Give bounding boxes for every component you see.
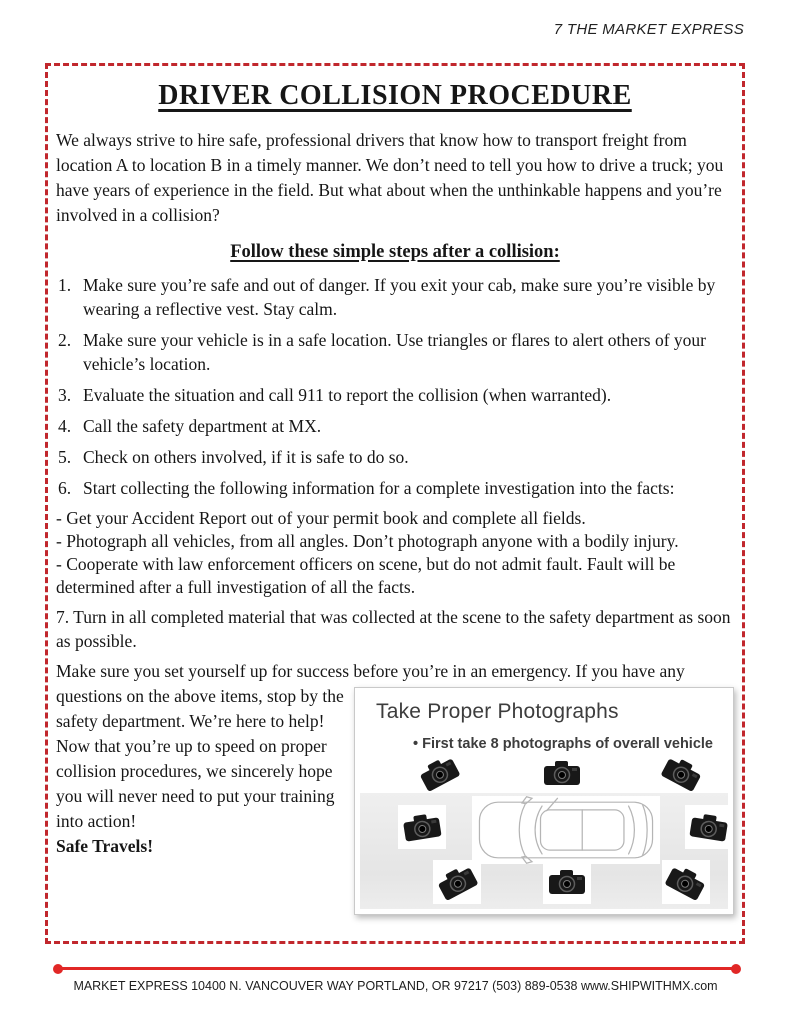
substep-line-1: - Get your Accident Report out of your permit book and complete all fields. bbox=[56, 508, 586, 528]
intro-paragraph: We always strive to hire safe, professional drivers that know how to transport freight from location A to location B in a timely manner. We don’t need to tell you how to drive a truck; you have years of experience in the field. But what about when the unthinkable happens and you’re involved in a collision? bbox=[56, 130, 724, 225]
step-number: 3. bbox=[58, 385, 72, 405]
substep-line-2: - Photograph all vehicles, from all angles. Don’t photograph anyone with a bodily injury. bbox=[56, 531, 679, 551]
figure-title: Take Proper Photographs bbox=[376, 700, 619, 723]
step-number: 6. bbox=[58, 478, 72, 498]
footer-address: MARKET EXPRESS 10400 N. VANCOUVER WAY PORTLAND, OR 97217 (503) 889-0538 www.SHIPWITHMX.com bbox=[73, 978, 718, 993]
step-text: Check on others involved, if it is safe to do so. bbox=[83, 447, 409, 467]
step-number: 2. bbox=[58, 330, 72, 350]
step-item-6 bbox=[56, 476, 734, 500]
substep-line-3: - Cooperate with law enforcement officers on scene, but do not admit fault. Fault will be determined after a full investigation of all the facts. bbox=[56, 554, 676, 597]
camera-icon bbox=[548, 868, 586, 896]
step-text: Call the safety department at MX. bbox=[83, 416, 322, 436]
car-top-view-icon bbox=[472, 796, 660, 864]
step-item-1 bbox=[56, 273, 734, 321]
step-number: 4. bbox=[58, 416, 72, 436]
substeps-list bbox=[56, 507, 734, 599]
step-item-4 bbox=[56, 414, 734, 438]
steps-heading: Follow these simple steps after a collision: bbox=[230, 242, 560, 262]
figure-bullet: • First take 8 photographs of overall vehicle bbox=[413, 736, 713, 752]
collision-procedure-box bbox=[45, 63, 745, 944]
step7-paragraph: 7. Turn in all completed material that was collected at the scene to the safety department as soon as possible. bbox=[56, 607, 731, 651]
closing-paragraph bbox=[56, 659, 734, 859]
photo-area bbox=[360, 754, 728, 909]
step-number: 1. bbox=[58, 275, 72, 295]
footer-rule bbox=[57, 967, 737, 970]
page-header: 7 THE MARKET EXPRESS bbox=[553, 21, 744, 38]
closing-body: questions on the above items, stop by the safety department. We’re here to help! Now that you’re up to speed on proper collision procedures, we sincerely hope you will never need to put your training into action! bbox=[56, 686, 344, 831]
step-text: Make sure you’re safe and out of danger. If you exit your cab, make sure you’re visible by wearing a reflective vest. Stay calm. bbox=[83, 275, 716, 319]
step-text: Make sure your vehicle is in a safe location. Use triangles or flares to alert others of your vehicle’s location. bbox=[83, 330, 706, 374]
camera-icon bbox=[659, 752, 706, 795]
step-item-3 bbox=[56, 383, 734, 407]
camera-icon bbox=[688, 810, 730, 844]
closing-signoff: Safe Travels! bbox=[56, 836, 154, 856]
step-text: Start collecting the following information for a complete investigation into the facts: bbox=[83, 478, 675, 498]
footer-dot-left bbox=[53, 964, 63, 974]
step-item-5 bbox=[56, 445, 734, 469]
camera-icon bbox=[543, 759, 581, 787]
closing-line1: Make sure you set yourself up for success before you’re in an emergency. If you have any bbox=[56, 661, 685, 681]
camera-icon bbox=[401, 810, 443, 844]
car-box bbox=[472, 796, 660, 864]
figure-panel bbox=[354, 687, 734, 915]
step-text: Evaluate the situation and call 911 to report the collision (when warranted). bbox=[83, 385, 612, 405]
footer-dot-right bbox=[731, 964, 741, 974]
step-item-2 bbox=[56, 328, 734, 376]
step-number: 5. bbox=[58, 447, 72, 467]
page-title: DRIVER COLLISION PROCEDURE bbox=[158, 80, 632, 111]
steps-list bbox=[56, 273, 734, 500]
camera-icon bbox=[416, 752, 463, 795]
